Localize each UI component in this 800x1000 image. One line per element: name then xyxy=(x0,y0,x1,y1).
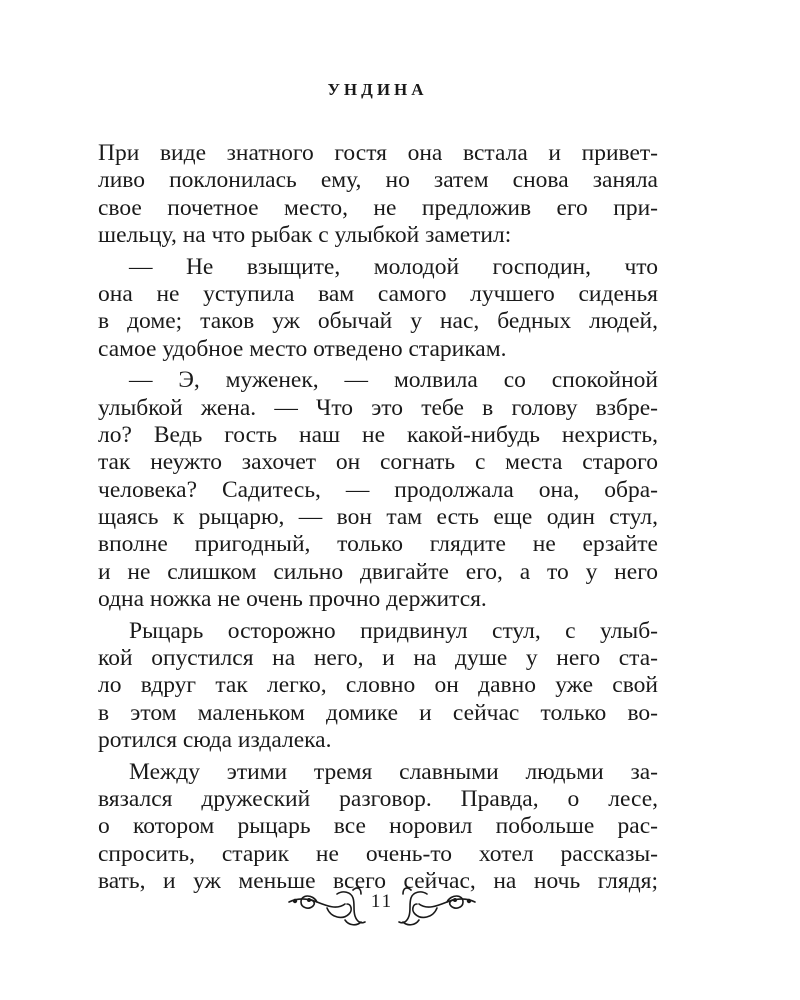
text-line: одна ножка не очень прочно держится. xyxy=(98,586,487,613)
text-line: человека? Садитесь, — продолжала она, обра- xyxy=(98,476,658,503)
text-line: Между этими тремя славными людьми за- xyxy=(129,758,658,785)
text-line: — Не взыщите, молодой господин, что xyxy=(129,253,658,280)
body-text xyxy=(98,140,658,896)
page-number-ornament xyxy=(287,880,477,930)
text-line: о котором рыцарь все норовил побольше рас- xyxy=(98,813,658,840)
text-line: она не уступила вам самого лучшего сиденья xyxy=(98,280,658,307)
text-line: спросить, старик не очень-то хотел рассказы- xyxy=(98,840,658,867)
text-line: и не слишком сильно двигайте его, а то у него xyxy=(98,558,658,585)
text-line: ло? Ведь гость наш не какой-нибудь нехристь, xyxy=(98,421,658,448)
text-line: ло вдруг так легко, словно он давно уже свой xyxy=(98,672,658,699)
text-line: в доме; таков уж обычай у нас, бедных людей, xyxy=(98,308,658,335)
running-head: УНДИНА xyxy=(327,80,428,99)
text-line: вать, и уж меньше всего сейчас, на ночь глядя; xyxy=(98,868,658,895)
text-line: улыбкой жена. — Что это тебе в голову взбре- xyxy=(98,394,658,421)
text-line: кой опустился на него, и на душе у него ста- xyxy=(98,645,658,672)
text-line: в этом маленьком домике и сейчас только во- xyxy=(98,699,658,726)
text-line: так неужто захочет он согнать с места старого xyxy=(98,449,658,476)
text-line: — Э, муженек, — молвила со спокойной xyxy=(129,367,658,394)
text-line: самое удобное место отведено старикам. xyxy=(98,335,507,362)
text-line: вполне пригодный, только глядите не ерзайте xyxy=(98,531,658,558)
text-line: шельцу, на что рыбак с улыбкой заметил: xyxy=(98,222,512,249)
text-line: свое почетное место, не предложив его при- xyxy=(98,194,658,221)
text-line: щаясь к рыцарю, — вон там есть еще один стул, xyxy=(98,504,658,531)
text-line: вязался дружеский разговор. Правда, о лесе, xyxy=(98,785,658,812)
page-number: 11 xyxy=(370,891,394,912)
text-line: При виде знатного гостя она встала и привет- xyxy=(98,140,658,166)
text-line: ливо поклонилась ему, но затем снова заняла xyxy=(98,167,658,194)
text-line: ротился сюда издалека. xyxy=(98,727,332,754)
text-line: Рыцарь осторожно придвинул стул, с улыб- xyxy=(129,617,658,644)
